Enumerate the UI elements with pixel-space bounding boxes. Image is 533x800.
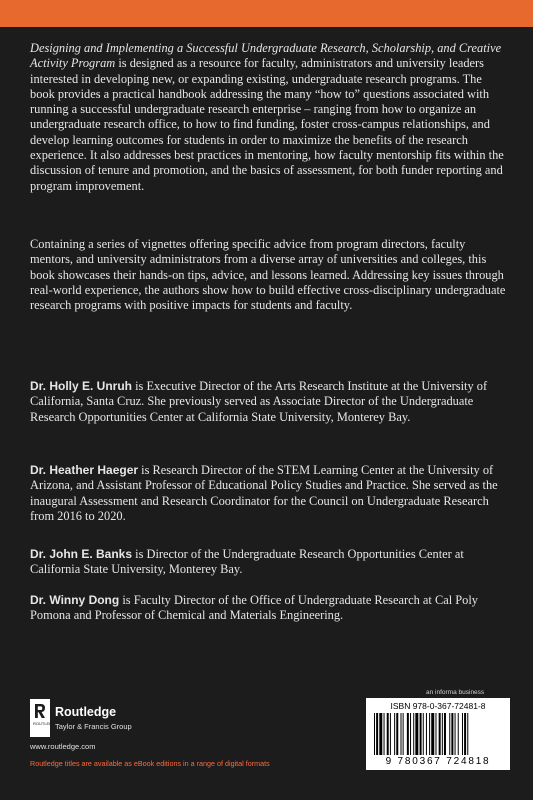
routledge-r-icon xyxy=(34,703,46,719)
barcode-bars xyxy=(374,713,502,755)
routledge-logo-mark xyxy=(30,699,58,737)
taylor-francis-label: Taylor & Francis Group xyxy=(55,722,132,731)
orange-top-band xyxy=(0,0,533,27)
author-name: Dr. John E. Banks xyxy=(30,547,133,561)
description-paragraph-1-body: is designed as a resource for faculty, administrators and university leaders interested in developing new, or expanding existing, undergraduate research programs. The book provides a practical handbook addressing the many “how to” questions associated with running a successful undergraduate research enterprise – ranging from how to organize an undergraduate research office, to how to find funding, foster cross-campus relationships, and develop learning outcomes for students in order to maximize the benefits of the research experience. It also addresses best practices in mentoring, how faculty mentorship fits within the discussion of tenure and promotion, and the basics of assessment, for both funder reporting and program improvement. xyxy=(30,56,504,193)
isbn-barcode xyxy=(366,698,510,770)
author-bio-dong xyxy=(30,593,508,624)
book-title-italic: Designing and Implementing a Successful Undergraduate Research, Scholarship, and Creative Activity Program xyxy=(30,41,502,71)
routledge-logo xyxy=(30,699,170,737)
barcode-digits: 9 780367 724818 xyxy=(385,756,491,767)
routledge-vertical-wordmark: ROUTLEDGE xyxy=(33,721,58,726)
author-name: Dr. Holly E. Unruh xyxy=(30,379,133,393)
author-name: Dr. Heather Haeger xyxy=(30,463,139,477)
description-paragraph-2: Containing a series of vignettes offering specific advice from program directors, faculty mentors, and university administrators from a diverse array of universities and colleges, this book showcases their hands-on tips, advice, and lessons learned. Addressing key issues through real-world experience, the authors show how to build effective cross-disciplinary undergraduate research programs with positive impacts for students and faculty. xyxy=(30,237,506,313)
routledge-wordmark: Routledge xyxy=(55,705,117,719)
ebook-availability-note: Routledge titles are available as eBook editions in a range of digital formats xyxy=(30,759,270,768)
description-paragraph-1 xyxy=(30,41,508,194)
author-bio-haeger xyxy=(30,463,508,524)
author-bio-text: is Faculty Director of the Office of Undergraduate Research at Cal Poly Pomona and Professor of Chemical and Materials Engineering. xyxy=(30,593,478,623)
isbn-number: ISBN 978-0-367-72481-8 xyxy=(390,701,486,711)
author-bio-banks xyxy=(30,547,508,578)
author-name: Dr. Winny Dong xyxy=(30,593,120,607)
author-bio-text: is Research Director of the STEM Learning Center at the University of Arizona, and Assistant Professor of Educational Policy Studies and Practice. She served as the inaugural Assessment and Research Coordinator for the Council on Undergraduate Research from 2016 to 2020. xyxy=(30,463,498,523)
author-bio-text: is Director of the Undergraduate Research Opportunities Center at California State University, Monterey Bay. xyxy=(30,547,464,577)
author-bio-text: is Executive Director of the Arts Research Institute at the University of California, Santa Cruz. She previously served as Associate Director of the Undergraduate Research Opportunities Center at California State University, Monterey Bay. xyxy=(30,379,488,424)
publisher-url[interactable]: www.routledge.com xyxy=(30,742,96,751)
informa-business-label: an informa business xyxy=(426,689,485,696)
author-bio-unruh xyxy=(30,379,508,425)
